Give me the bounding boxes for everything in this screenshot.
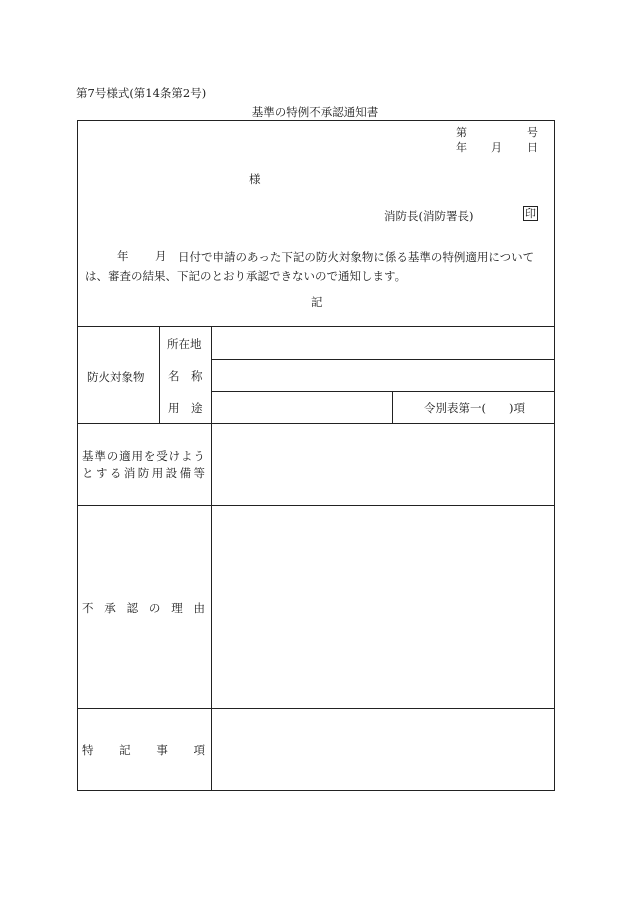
classification-label: 令別表第一( )項 [424, 401, 525, 415]
equipment-label-line1-char: 基 [82, 449, 94, 463]
equipment-label-line1 [82, 448, 205, 464]
equipment-label-line2-char: 備 [179, 466, 192, 480]
divider-use-col [392, 391, 393, 423]
equipment-label-line2-char: る [109, 466, 122, 480]
equipment-label-line1-char: 適 [119, 449, 131, 463]
reason-label-char: 理 [171, 601, 183, 615]
remarks-label-char: 事 [156, 743, 168, 757]
reason-label [82, 600, 205, 616]
name-label: 名 称 [168, 369, 203, 383]
reason-label-char: 不 [82, 601, 94, 615]
addressee-suffix: 様 [249, 172, 261, 186]
location-label: 所在地 [167, 337, 202, 351]
divider-building-col [159, 326, 160, 423]
issuer: 消防長(消防署長) [384, 209, 474, 223]
equipment-label-line2-char: 設 [165, 466, 178, 480]
divider-location [211, 359, 555, 360]
reason-label-char: 由 [193, 601, 205, 615]
notice-year: 年 [117, 249, 129, 263]
equipment-label-line1-char: け [168, 449, 181, 463]
divider-equipment [77, 505, 555, 506]
equipment-label-line1-char: う [193, 449, 205, 463]
equipment-label-line2-char: す [95, 466, 108, 480]
notice-text: 日付で申請のあった下記の防火対象物に係る基準の特例適用については、審査の結果、下記のとおり承認できないので通知します。 [85, 250, 535, 283]
divider-use [77, 423, 555, 424]
building-label: 防火対象物 [87, 370, 145, 384]
divider-reason [77, 708, 555, 709]
notice-month: 月 [155, 249, 167, 263]
equipment-label-line1-char: 用 [131, 449, 143, 463]
remarks-label-char: 項 [193, 743, 205, 757]
equipment-label-line1-char: よ [181, 449, 193, 463]
reason-label-char: 認 [126, 601, 139, 615]
equipment-label-line1-char: 準 [94, 449, 106, 463]
reason-label-char: 承 [104, 601, 116, 615]
equipment-label-line2-char: 等 [193, 466, 205, 480]
date-day: 日 [527, 141, 538, 154]
use-label: 用 途 [168, 401, 203, 415]
divider-header [77, 326, 555, 327]
equipment-label-line2 [82, 465, 205, 481]
equipment-label-line1-char: を [143, 449, 156, 463]
document-title: 基準の特例不承認通知書 [251, 105, 379, 119]
ki-label: 記 [311, 295, 323, 309]
remarks-label-char: 特 [82, 743, 94, 757]
equipment-label-line1-char: 受 [156, 449, 168, 463]
equipment-label-line2-char: 用 [151, 466, 164, 480]
equipment-label-line2-char: 防 [137, 466, 150, 480]
equipment-label-line2-char: 消 [123, 466, 136, 480]
seal-mark: 印 [525, 207, 536, 220]
date-year: 年 [456, 141, 467, 154]
remarks-label-char: 記 [119, 743, 131, 757]
equipment-label-line2-char: と [82, 466, 94, 480]
reason-label-char: の [148, 601, 161, 615]
divider-label-col [211, 326, 212, 791]
date-month: 月 [491, 141, 502, 154]
remarks-label [82, 742, 205, 758]
number-label-right: 号 [527, 126, 538, 139]
form-code: 第7号様式(第14条第2号) [76, 86, 207, 100]
divider-name [211, 391, 555, 392]
number-label-left: 第 [456, 126, 467, 139]
equipment-label-line1-char: の [106, 449, 119, 463]
